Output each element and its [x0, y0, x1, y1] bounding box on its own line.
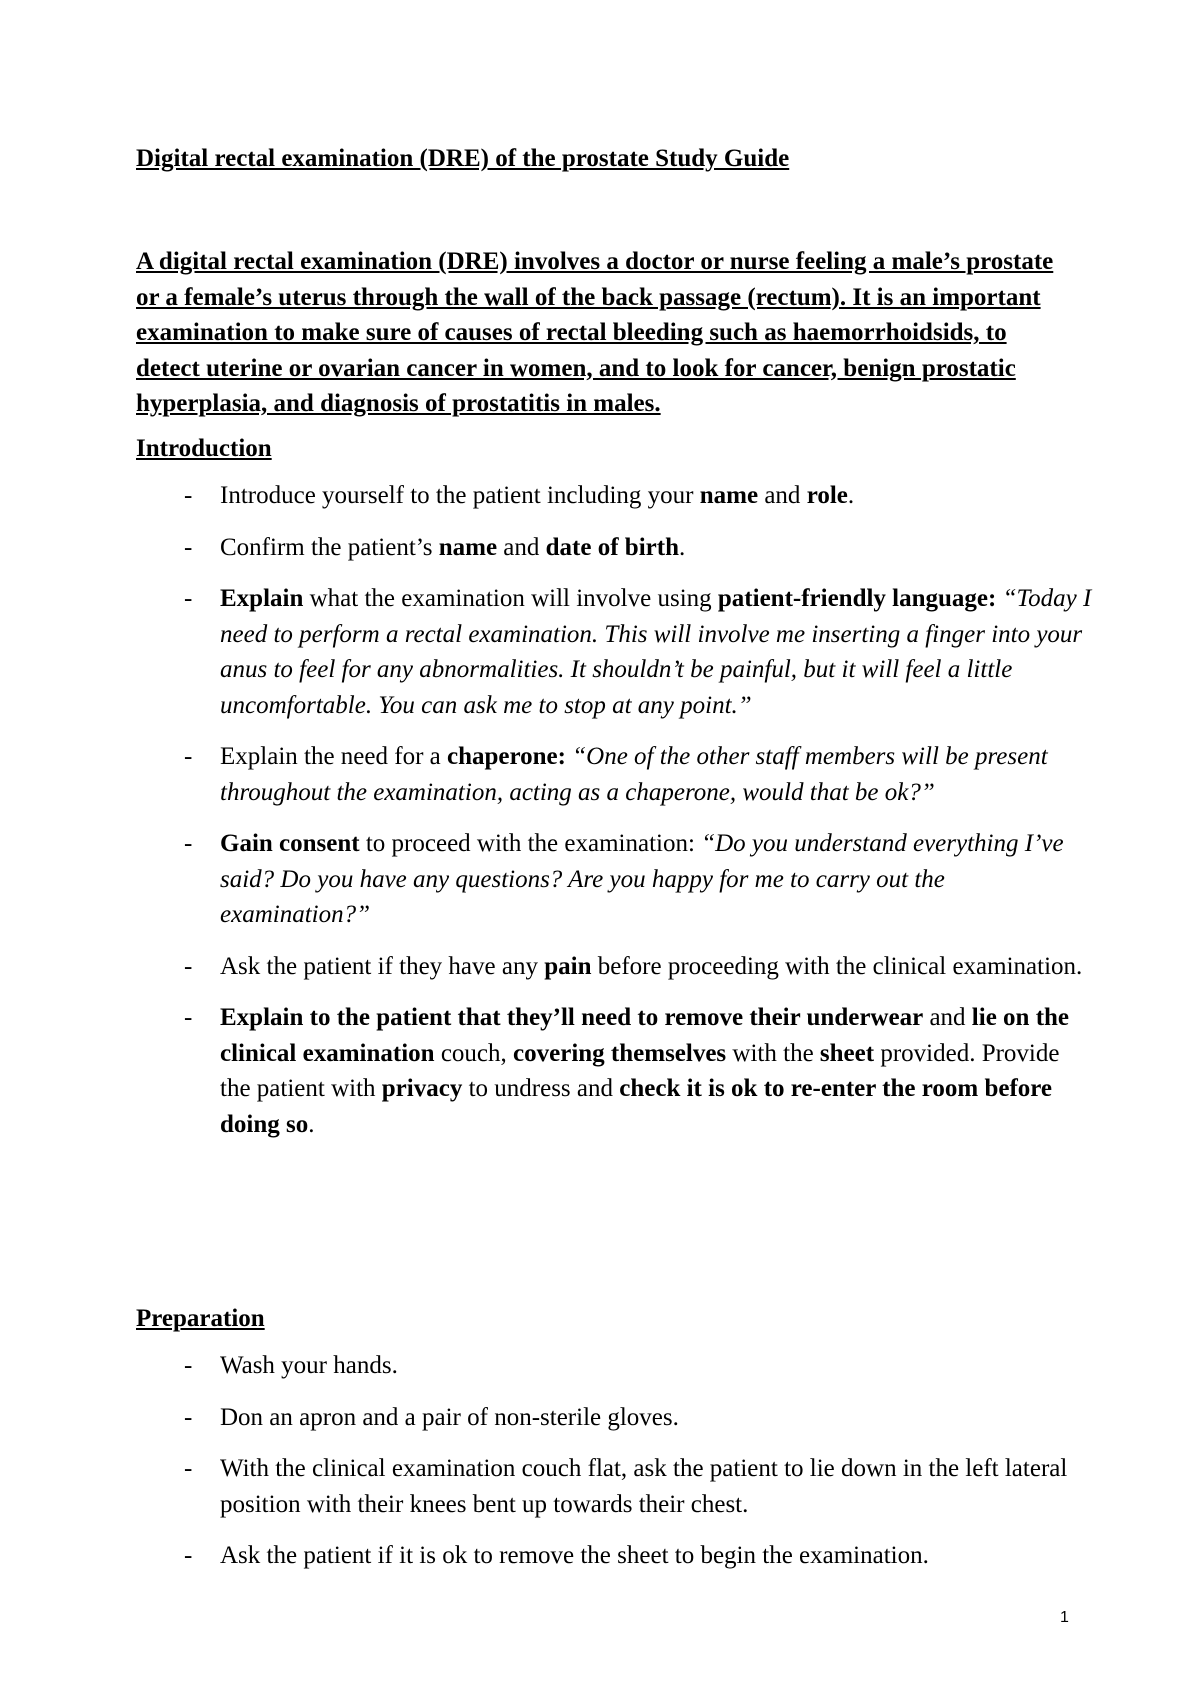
bold-text: patient-friendly language:	[717, 585, 997, 612]
intro-paragraph: A digital rectal examination (DRE) involves a doctor or nurse feeling a male’s prostate or a female’s uterus through the wall of the back passage (rectum). It is an important examination to make sure of causes of rectal bleeding such as haemorrhoidsids, to detect uterine or ovarian cancer in women, and to look for cancer, benign prostatic hyperplasia, and diagnosis of prostatitis in males.	[136, 248, 1054, 417]
bold-text: Gain consent	[220, 830, 360, 857]
text-run: what the examination will involve using	[303, 585, 718, 612]
bold-text: Explain	[220, 585, 304, 612]
text-run: Confirm the patient’s	[220, 533, 439, 561]
preparation-bullet-list	[136, 1348, 1096, 1574]
list-item-text	[220, 830, 1064, 928]
bold-text: pain	[544, 952, 592, 980]
bullet-dash: -	[184, 952, 193, 980]
bullet-dash: -	[184, 1352, 193, 1379]
introduction-bullet-list	[136, 478, 1096, 1142]
bold-text: covering themselves	[513, 1039, 727, 1067]
bold-text: check it is ok to re-enter the room before doing so	[220, 1075, 1053, 1138]
bold-text: date of birth	[545, 533, 679, 561]
list-item-text	[220, 1404, 679, 1431]
bullet-dash: -	[184, 743, 193, 770]
text-run: With the clinical examination couch flat, ask the patient to lie down in the left lateral position with their knees bent up towards their chest.	[220, 1455, 1068, 1518]
bullet-dash: -	[184, 1455, 193, 1482]
list-item-text	[220, 743, 1048, 806]
list-item	[136, 1400, 1096, 1436]
bold-text: name	[699, 482, 759, 509]
section-heading-introduction: Introduction	[136, 435, 272, 462]
list-item-text	[220, 534, 685, 561]
text-run: .	[678, 533, 686, 561]
bullet-dash: -	[184, 1542, 193, 1569]
italic-quote: “One of the other staff members will be present throughout the examination, acting as a chaperone, would that be ok?”	[220, 743, 1048, 806]
text-run: Explain the need for a	[220, 743, 447, 770]
list-item	[136, 949, 1096, 985]
text-run: to proceed with the examination:	[359, 830, 702, 857]
list-item	[136, 1000, 1096, 1142]
text-run: .	[308, 1110, 315, 1138]
text-run: Wash your hands.	[220, 1352, 398, 1379]
list-item-text	[220, 953, 1082, 980]
list-item	[136, 1451, 1096, 1522]
bullet-dash: -	[184, 482, 193, 509]
bullet-dash: -	[184, 1403, 193, 1431]
text-run: before proceeding with the clinical examination.	[591, 952, 1083, 980]
bold-text: lie on the clinical examination	[220, 1004, 1070, 1067]
list-item	[136, 581, 1096, 723]
bullet-dash: -	[184, 533, 193, 561]
text-run: with the	[726, 1039, 820, 1067]
text-run: provided. Provide the patient with	[220, 1039, 1060, 1102]
list-item-text	[220, 1352, 398, 1379]
text-run: Introduce yourself to the patient including your	[220, 482, 700, 509]
text-run: and	[497, 533, 546, 561]
list-item	[136, 530, 1096, 566]
list-item	[136, 478, 1096, 514]
list-item	[136, 1348, 1096, 1384]
list-item	[136, 826, 1096, 933]
list-item-text	[220, 1542, 929, 1569]
text-run: couch,	[434, 1039, 514, 1067]
list-item	[136, 739, 1096, 810]
text-run: and	[758, 482, 807, 509]
page-number: 1	[1060, 1609, 1069, 1626]
text-run: Don an apron and a pair of non-sterile gloves.	[220, 1403, 679, 1431]
text-run: and	[923, 1004, 972, 1031]
bold-text: Explain to the patient that they’ll need to remove their underwear	[220, 1004, 924, 1031]
bold-text: privacy	[381, 1075, 463, 1102]
bold-text: sheet	[819, 1039, 875, 1067]
bold-text: chaperone:	[447, 743, 566, 770]
list-item-text	[220, 585, 1091, 719]
list-item-text	[220, 1004, 1069, 1138]
list-item-text	[220, 1455, 1067, 1518]
italic-quote: “Do you understand everything I’ve said? Do you have any questions? Are you happy for me to carry out the examination?”	[220, 830, 1064, 928]
text-run: to undress and	[462, 1075, 620, 1102]
bullet-dash: -	[184, 585, 193, 612]
italic-quote: “Today I need to perform a rectal examination. This will involve me inserting a finger into your anus to feel for any abnormalities. It shouldn’t be painful, but it will feel a little uncomfortable. You can ask me to stop at any point.”	[220, 585, 1092, 719]
bold-text: role	[806, 482, 848, 509]
bullet-dash: -	[184, 1004, 193, 1031]
text-run: Ask the patient if they have any	[220, 952, 545, 980]
section-heading-preparation: Preparation	[136, 1305, 265, 1332]
bold-text: name	[438, 533, 498, 561]
text-run: .	[847, 482, 855, 509]
list-item	[136, 1538, 1096, 1574]
document-title: Digital rectal examination (DRE) of the prostate Study Guide	[136, 145, 790, 172]
bullet-dash: -	[184, 830, 193, 857]
text-run: Ask the patient if it is ok to remove the sheet to begin the examination.	[220, 1542, 929, 1569]
list-item-text	[220, 482, 854, 509]
